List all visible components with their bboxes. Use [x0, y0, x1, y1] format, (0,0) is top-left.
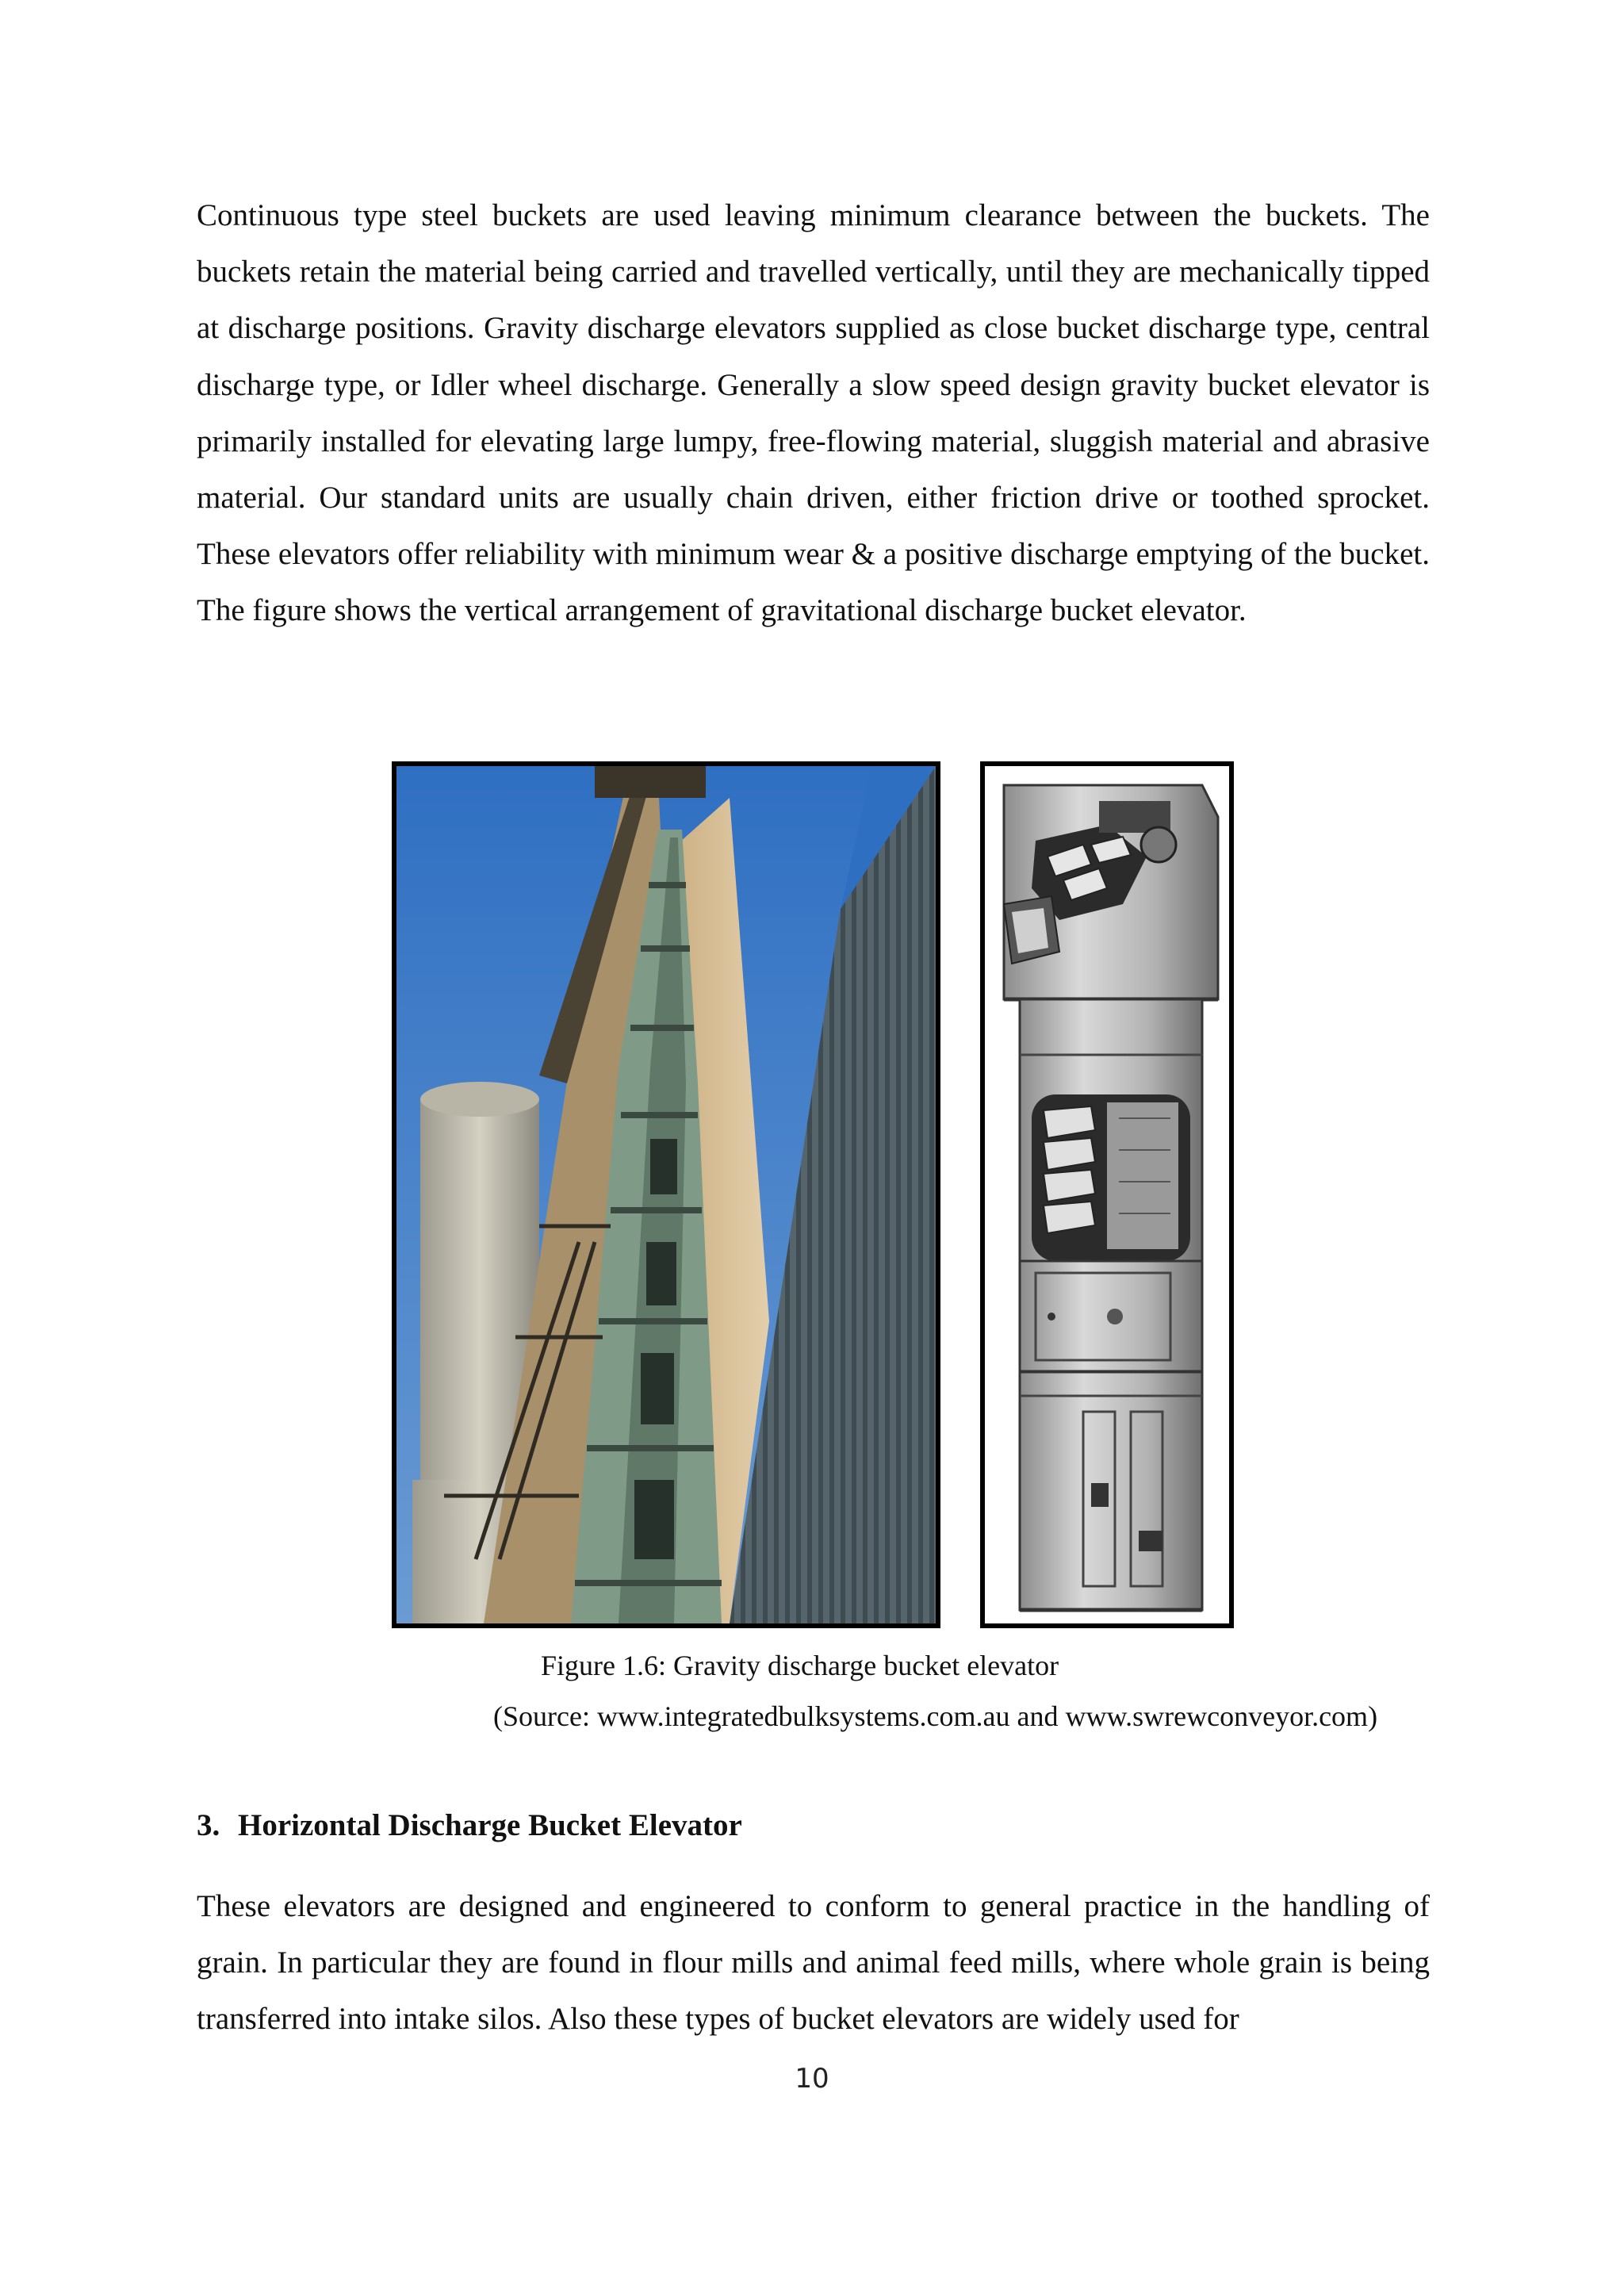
section-heading [197, 1806, 742, 1846]
body-paragraph-2: These elevators are designed and engineered to conform to general practice in the handling of grain. In particular they are found in flour mills and animal feed mills, where whole grain is being transferred into intake silos. Also these types of bucket elevators are widely used for [197, 1889, 1430, 2037]
section-number: 3. [197, 1808, 220, 1842]
figure-caption: Figure 1.6: Gravity discharge bucket elevator [541, 1650, 1059, 1681]
elevator-diagram [980, 761, 1234, 1628]
page-number: 10 [795, 2063, 829, 2095]
body-paragraph-1: Continuous type steel buckets are used leaving minimum clearance between the buckets. The buckets retain the material being carried and travelled vertically, until they are mechanically tipped at discharge positions. Gravity discharge elevators supplied as close bucket discharge type, central discharge type, or Idler wheel discharge. Generally a slow speed design gravity bucket elevator is primarily installed for elevating large lumpy, free-flowing material, sluggish material and abrasive material. Our standard units are usually chain driven, either friction drive or toothed sprocket. These elevators offer reliability with minimum wear & a positive discharge emptying of the bucket. The figure shows the vertical arrangement of gravitational discharge bucket elevator. [197, 198, 1430, 628]
elevator-diagram-drawing [988, 769, 1226, 1620]
section-title: Horizontal Discharge Bucket Elevator [238, 1808, 742, 1842]
elevator-photo-drawing [396, 766, 936, 1623]
figure-source: (Source: www.integratedbulksystems.com.au and www.swrewconveyor.com) [493, 1700, 1378, 1732]
elevator-photo [392, 761, 940, 1628]
